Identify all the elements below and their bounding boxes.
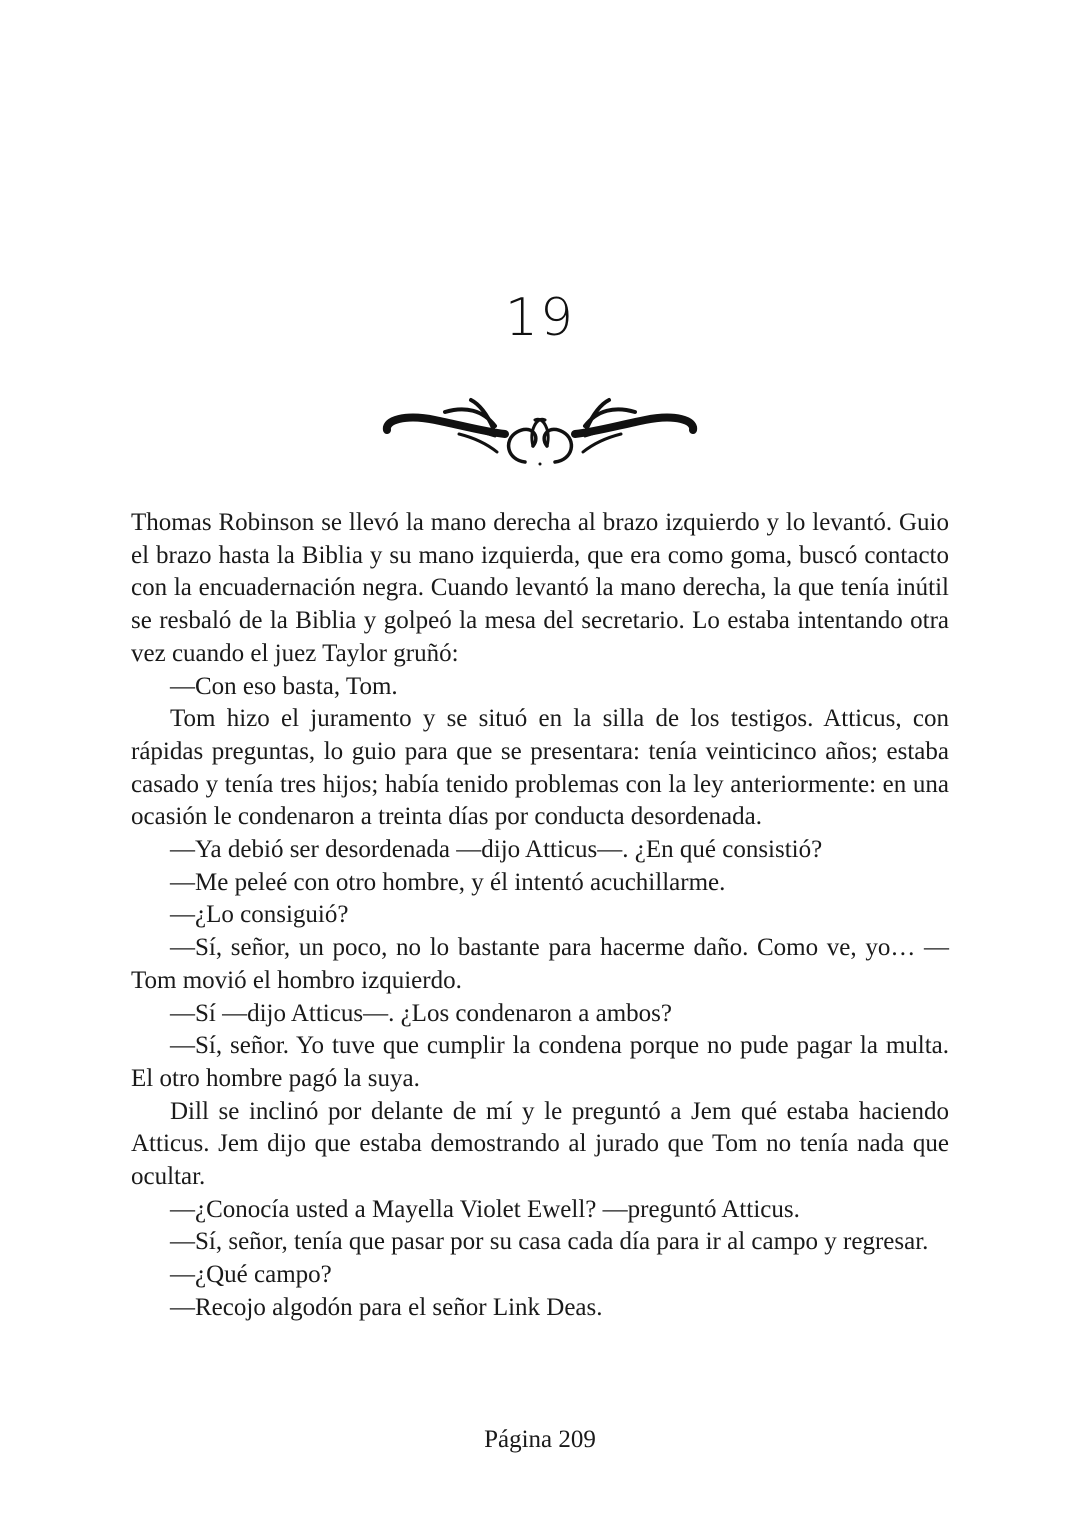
paragraph: —¿Conocía usted a Mayella Violet Ewell? —preguntó Atticus. <box>170 1195 800 1223</box>
paragraph: Thomas Robinson se llevó la mano derecha al brazo izquierdo y lo levantó. Guio el brazo hasta la Biblia y su mano izquierda, que era como goma, buscó contacto con la encuadernación negra. Cuando levantó la mano derecha, la que tenía inútil se resbaló de la Biblia y golpeó la mesa del secretario. Lo estaba intentando otra vez cuando el juez Taylor gruñó: <box>131 509 949 667</box>
paragraph: —Sí —dijo Atticus—. ¿Los condenaron a ambos? <box>170 999 673 1027</box>
page-number: Página 209 <box>484 1426 596 1453</box>
paragraph: —Sí, señor, tenía que pasar por su casa cada día para ir al campo y regresar. <box>170 1228 929 1256</box>
chapter-body <box>131 507 949 1325</box>
paragraph: —Me peleé con otro hombre, y él intentó acuchillarme. <box>170 868 726 896</box>
paragraph: —Sí, señor, un poco, no lo bastante para hacerme daño. Como ve, yo… —Tom movió el hombro izquierdo. <box>131 934 949 994</box>
chapter-number: 19 <box>504 288 576 348</box>
paragraph: —¿Lo consiguió? <box>170 901 349 929</box>
paragraph: —Recojo algodón para el señor Link Deas. <box>170 1293 603 1321</box>
paragraph: Dill se inclinó por delante de mí y le preguntó a Jem qué estaba haciendo Atticus. Jem dijo que estaba demostrando al jurado que Tom no tenía nada que ocultar. <box>131 1097 949 1191</box>
paragraph: —Con eso basta, Tom. <box>170 672 398 700</box>
flourish-divider-icon <box>375 390 705 470</box>
paragraph: —Ya debió ser desordenada —dijo Atticus—. ¿En qué consistió? <box>170 836 823 864</box>
paragraph: —Sí, señor. Yo tuve que cumplir la condena porque no pude pagar la multa. El otro hombre pagó la suya. <box>131 1032 949 1092</box>
paragraph: Tom hizo el juramento y se situó en la silla de los testigos. Atticus, con rápidas preguntas, lo guio para que se presentara: tenía veinticinco años; estaba casado y tenía tres hijos; había tenido problemas con la ley anteriormente: en una ocasión le condenaron a treinta días por conducta desordenada. <box>131 705 949 831</box>
paragraph: —¿Qué campo? <box>170 1261 332 1289</box>
